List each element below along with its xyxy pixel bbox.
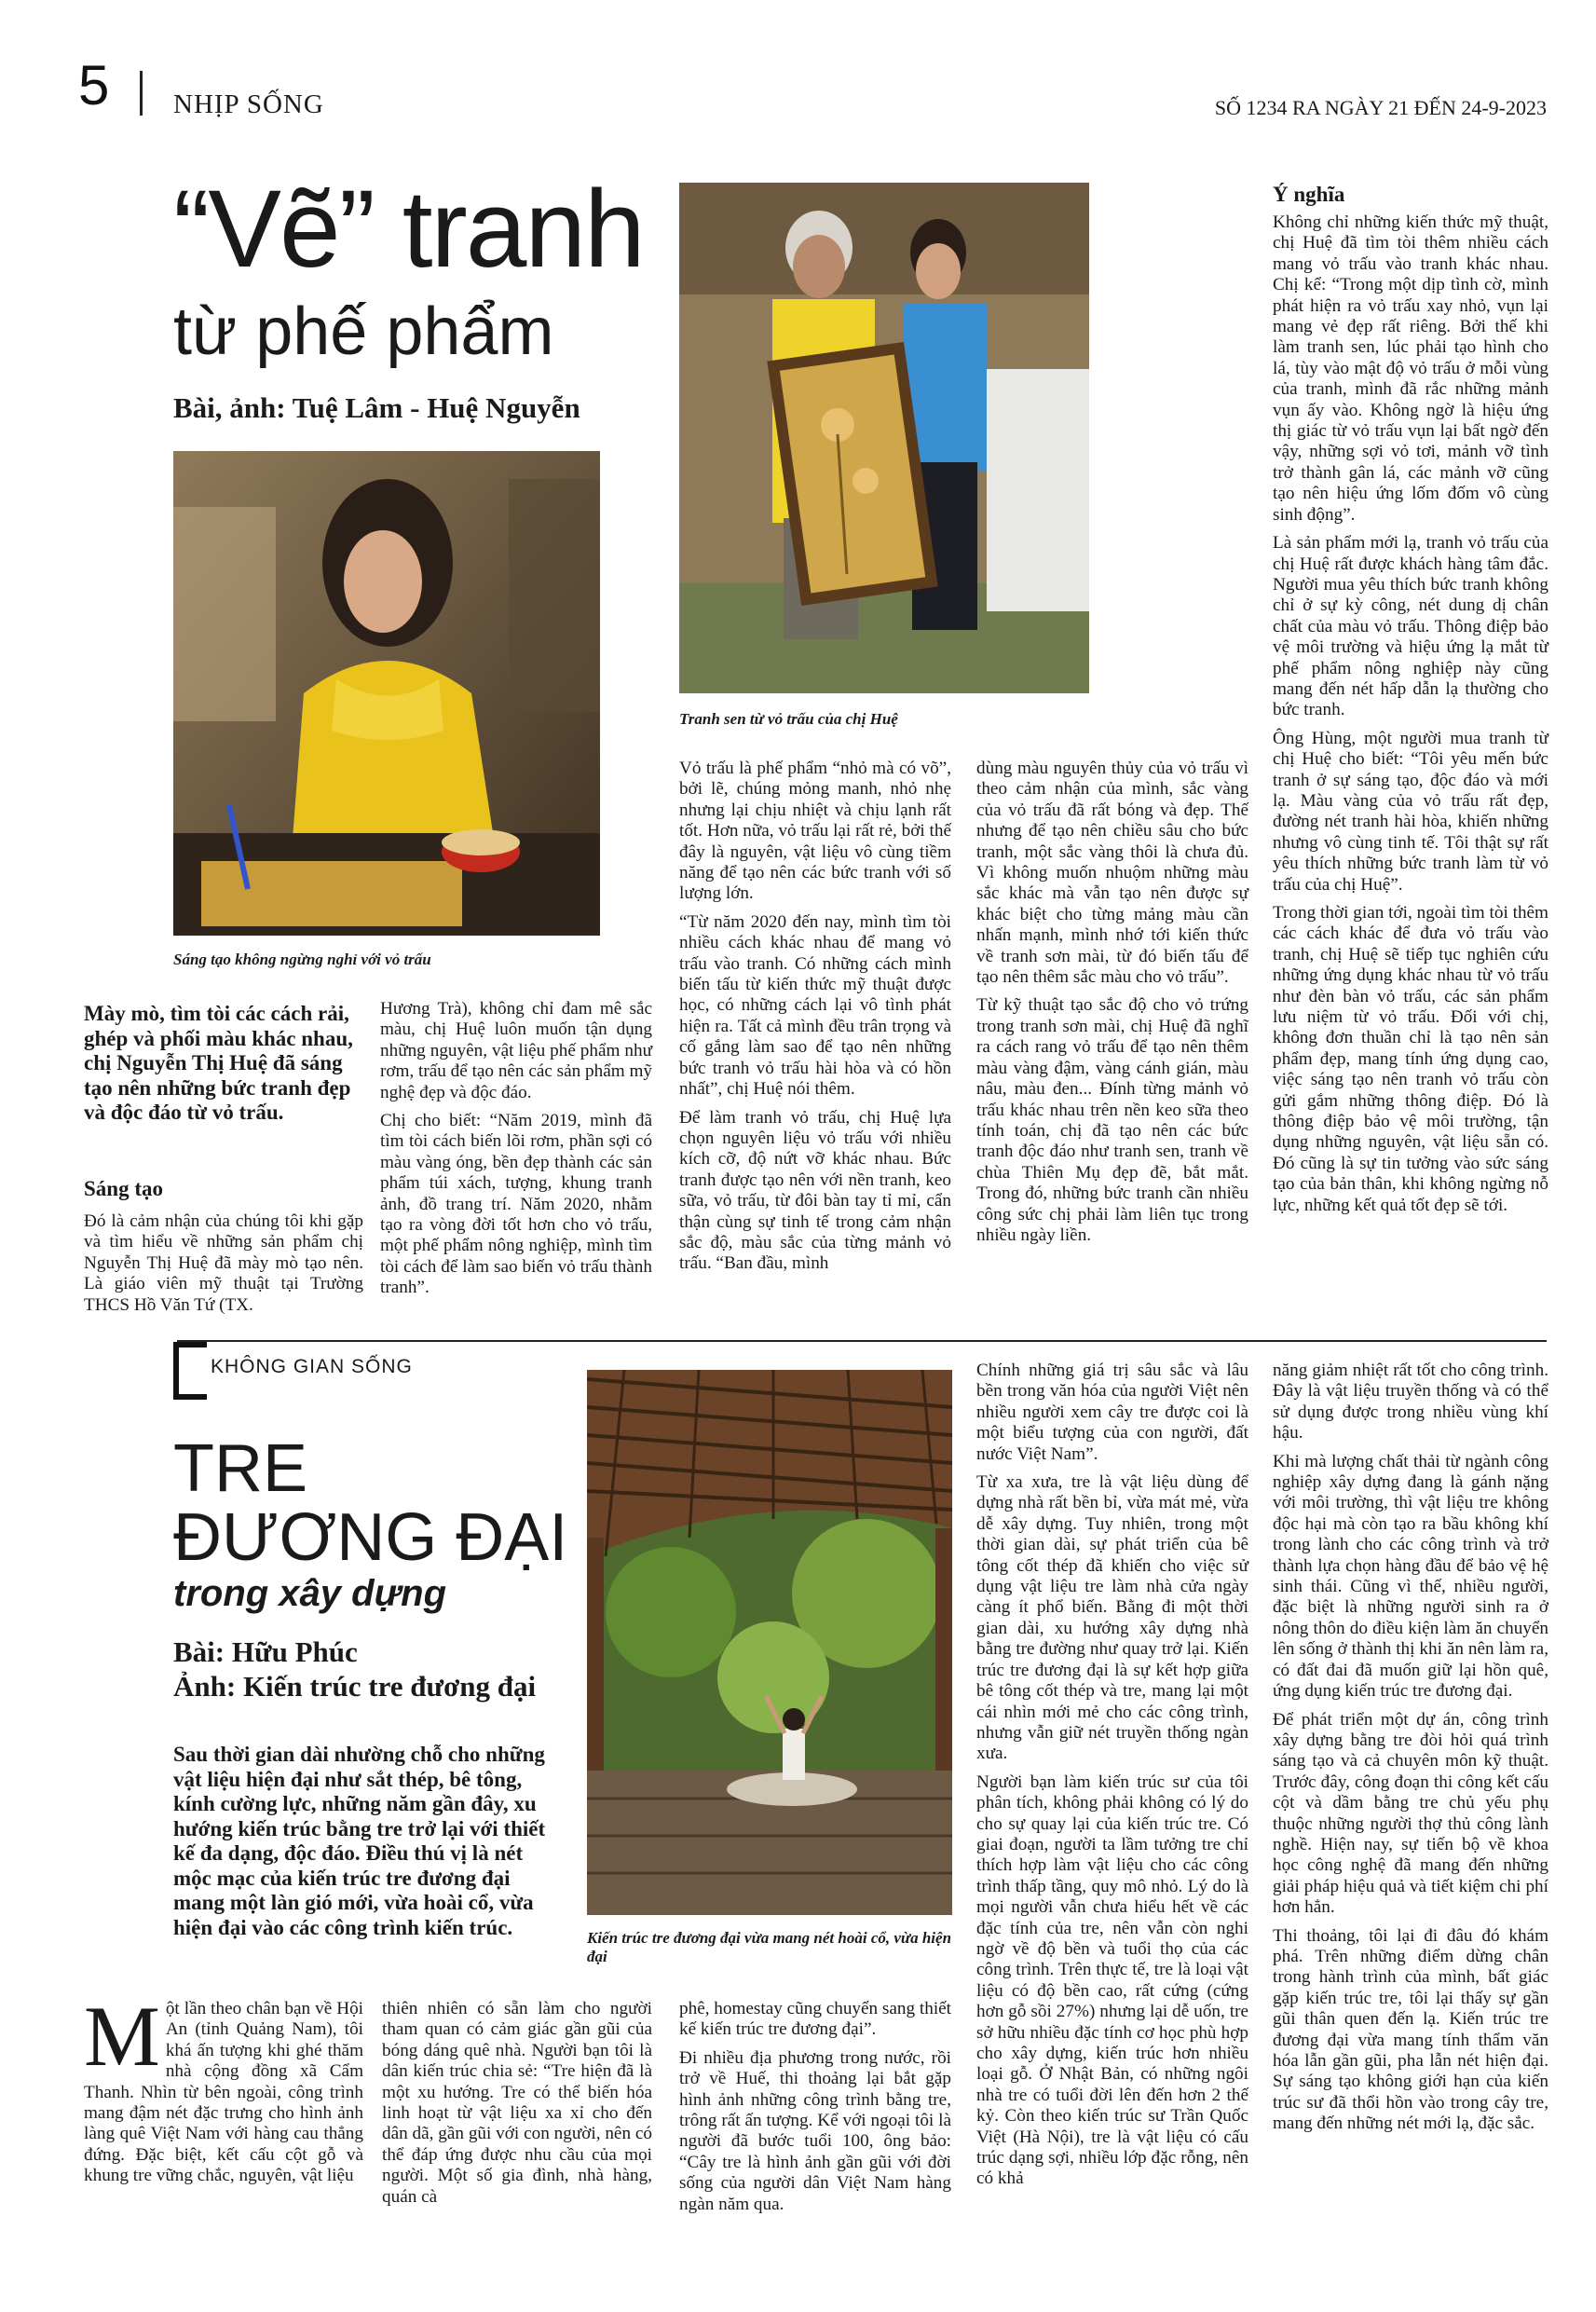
article1-col4-p2: Từ kỹ thuật tạo sắc độ cho vỏ trứng trong tranh sơn mài, chị Huệ đã nghĩ ra cách rang vỏ trấu để tạo nên thêm màu vàng đậm, vàng cánh gián, màu nâu, màu đen... Đính từng mảnh vỏ trấu khác nhau trên nền keo sữa theo tính toán, chị đã tạo nên các bức tranh độc đáo như tranh sen, tranh về chùa Thiên Mụ đẹp đẽ, bắt mắt. Trong đó, những bức tranh cần nhiều công sức chị phải làm liên tục trong nhiều ngày liền. [976, 995, 1248, 1245]
article1-col2-p2: Chị cho biết: “Năm 2019, mình đã tìm tòi cách biến lõi rơm, phần sợi có màu vàng óng, bền đẹp thành các sản phẩm túi xách, tượng, khung tranh ảnh, đồ trang trí. Năm 2020, nhằm tạo ra vòng đời tốt hơn cho vỏ trấu, một phế phẩm nông nghiệp, mình tìm tòi cách để làm sao biến vỏ trấu thành tranh”. [380, 1111, 652, 1298]
article1-lead: Mày mò, tìm tòi các cách rải, ghép và phối màu khác nhau, chị Nguyễn Thị Huệ đã sáng tạo nên những bức tranh đẹp và độc đáo từ vỏ trấu. [84, 1002, 353, 1124]
article1-col3 [679, 759, 951, 1282]
article2-col2-p1: thiên nhiên có sẵn làm cho người tham quan có cảm giác gần gũi của bóng dáng quê nhà. Người bạn tôi là dân kiến trúc chia sẻ: “Tre hiện đã là một xu hướng. Tre có thể biến hóa linh hoạt từ vật liệu xa xỉ cho đến dân dã, gần gũi với con người, nên có thể đáp ứng được nhu cầu của mọi người. Một số gia đình, nhà hàng, quán cà [382, 1999, 652, 2207]
article1-col1-p1: Đó là cảm nhận của chúng tôi khi gặp và tìm hiểu về những sản phẩm chị Nguyễn Thị Huệ đã mày mò tạo nên. Là giáo viên mỹ thuật tại Trường THCS Hồ Văn Tứ (TX. [84, 1211, 363, 1315]
section-rule [177, 1340, 1547, 1342]
article2-col3-p2: Đi nhiều địa phương trong nước, rồi trở về Huế, thi thoảng lại bắt gặp hình ảnh những công trình bằng tre, trông rất ấn tượng. Kể với ngoại tôi là người đã bước tuổi 100, ông bảo: “Cây tre là hình ảnh gần gũi với đời sống của người dân Việt Nam hàng ngàn năm qua. [679, 2047, 951, 2214]
article1-col3-p1: Vỏ trấu là phế phẩm “nhỏ mà có võ”, bởi lẽ, chúng mỏng manh, nhỏ nhẹ nhưng lại chịu nhiệt và chịu lạnh rất tốt. Hơn nữa, vỏ trấu lại rất rẻ, bởi thế đây là nguyên, vật liệu vô cùng tiềm năng để tạo nên các bức tranh với số lượng lớn. [679, 759, 951, 904]
photo1-caption: Sáng tạo không ngừng nghỉ với vỏ trấu [173, 951, 431, 968]
article2-col2 [382, 1999, 652, 2215]
article1-col4-p1: dùng màu nguyên thủy của vỏ trấu vì theo cảm nhận của mình, sắc vàng của vỏ trấu đã rất bóng và đẹp. Thế nhưng để tạo nên chiều sâu cho bức tranh, một sắc vàng thôi là chưa đủ. Vì không muốn nhuộm những màu sắc khác mà vẫn tạo nên được sự khác biệt cho từng mảng màu cần nhấn mạnh, mình nhớ tới kiến thức về tranh sơn mài, từ đó biến tấu để tạo nên thêm sắc màu cho vỏ trấu”. [976, 759, 1248, 988]
issue-info: SỐ 1234 RA NGÀY 21 ĐẾN 24-9-2023 [1214, 96, 1547, 119]
article2-col5-p1: năng giảm nhiệt rất tốt cho công trình. Đây là vật liệu truyền thống và có thể sử dụng được trong nhiều vùng khí hậu. [1273, 1361, 1548, 1443]
article1-col2-p1: Hương Trà), không chỉ đam mê sắc màu, chị Huệ luôn muốn tận dụng những nguyên, vật liệu phế phẩm như rơm, trấu để tạo nên các sản phẩm mỹ nghệ đẹp và độc đáo. [380, 999, 652, 1102]
article1-col3-p3: Để làm tranh vỏ trấu, chị Huệ lựa chọn nguyên liệu vỏ trấu với nhiều kích cỡ, độ nứt vỡ khác nhau. Bức tranh được tạo nên với nền tranh, keo sữa, vỏ trấu, từ đôi bàn tay tỉ mỉ, cẩn thận cùng sự tinh tế trong cảm nhận sắc độ, màu sắc của từng mảnh vỏ trấu. “Ban đầu, mình [679, 1107, 951, 1274]
article2-col1-p1: Một lần theo chân bạn về Hội An (tỉnh Quảng Nam), tôi khá ấn tượng khi ghé thăm nhà cộng đồng xã Cẩm Thanh. Nhìn từ bên ngoài, công trình mang đậm nét đặc trưng cho hình ảnh làng quê Việt Nam với hàng cau thẳng đứng. Đặc biệt, kết cấu cột gỗ và khung tre vững chắc, nguyên, vật liệu [84, 1989, 363, 2186]
article2-col5-p4: Thi thoảng, tôi lại đi đâu đó khám phá. Trên những điểm dừng chân trong hành trình của mình, bất giác gặp kiến trúc tre, tôi lại thấy sự gần gũi thân quen đến lạ. Kiến trúc tre đương đại vừa mang tính thẩm văn hóa lẫn gần gũi, pha lẫn nét hiện đại. Sự sáng tạo không giới hạn của kiến trúc sư đã thổi hồn vào trong cây tre, mang đến những nét mới lạ, đặc sắc. [1273, 1925, 1548, 2134]
article1-col5-p3: Ông Hùng, một người mua tranh từ chị Huệ cho biết: “Tôi yêu mến bức tranh ở sự sáng tạo, độc đáo và mới lạ. Màu vàng của vỏ trấu rất đẹp, đường nét tranh hài hòa, khiến những nhưng vô cùng tinh tế. Tôi thật sự rất yêu thích những bức tranh làm từ vỏ trấu của chị Huệ”. [1273, 728, 1548, 895]
article2-col3 [679, 1999, 951, 2223]
bamboo-architecture-illustration [587, 1370, 952, 1915]
article1-subhead-sang-tao: Sáng tạo [84, 1177, 163, 1200]
article2-col4 [976, 1361, 1248, 2197]
lotus-painting-illustration [679, 183, 1089, 693]
photo-bamboo-architecture [587, 1370, 952, 1915]
article1-col5-p2: Là sản phẩm mới lạ, tranh vỏ trấu của chị Huệ rất được khách hàng tâm đắc. Người mua yêu thích bức tranh không chỉ ở sự kỳ công, nét dung dị chân chất của màu vỏ trấu. Thông điệp bảo vệ môi trường và hiệu ứng lạ mắt từ phế phẩm nông nghiệp này cũng mang đến nét hấp dẫn lạ thường cho bức tranh. [1273, 533, 1548, 720]
article2-lead: Sau thời gian dài nhường chỗ cho những vật liệu hiện đại như sắt thép, bê tông, kính cường lực, những năm gần đây, xu hướng kiến trúc bằng tre trở lại với thiết kế đa dạng, độc đáo. Điều thú vị là nét mộc mạc của kiến trúc tre đương đại mang một làn gió mới, vừa hoài cổ, vừa hiện đại vào các công trình kiến trúc. [173, 1743, 546, 1939]
article2-col4-p3: Người bạn làm kiến trúc sư của tôi phân tích, không phải không có lý do cho sự quay lại của kiến trúc tre. Có giai đoạn, người ta lầm tưởng tre chỉ thích hợp làm vật liệu cho các công trình thấp tầng, quy mô nhỏ. Lý do là mọi người vẫn chưa hiểu hết về các đặc tính của tre, nên vẫn còn nghi ngờ về độ bền và tuổi thọ của các công trình. Trên thực tế, tre là loại vật liệu có độ bền cao, rất cứng (cứng hơn gỗ sồi 27%) nhưng lại dễ uốn, tre sở hữu nhiều đặc tính cơ học phù hợp cho xây dựng, kiến trúc hơn nhiều loại gỗ. Ở Nhật Bản, có những ngôi nhà tre có tuổi đời lên đến hơn 2 thế kỷ. Còn theo kiến trúc sư Trần Quốc Việt (Hà Nội), tre là vật liệu có cấu trúc dạng sợi, nhiều lớp đặc rỗng, nên có khả [976, 1772, 1248, 2189]
article2-byline1: Bài: Hữu Phúc [173, 1635, 358, 1668]
article2-col1 [84, 1989, 363, 2195]
photo2-caption: Tranh sen từ vỏ trấu của chị Huệ [679, 710, 898, 728]
article2-title-line2: ĐƯƠNG ĐẠI [173, 1500, 568, 1575]
article1-title-line2: từ phế phẩm [173, 294, 554, 369]
page-number: 5 [78, 54, 110, 116]
article2-col5-p2: Khi mà lượng chất thải từ ngành công nghiệp xây dựng đang là gánh nặng với môi trường, thì vật liệu tre không độc hại mà còn tạo ra bầu không khí trong lành cho các công trình và trở thành lựa chọn hàng đầu để bảo vệ hệ sinh thái. Cũng vì thế, nhiều người, đặc biệt là những người sinh ra ở nông thôn do điều kiện làm ăn chuyển lên sống ở thành thị khi ăn nên làm ra, có đất đai đã muốn giữ lại hồn quê, ứng dụng kiến trúc tre đương đại. [1273, 1451, 1548, 1702]
section-label: KHÔNG GIAN SỐNG [211, 1356, 413, 1377]
article2-col5-p3: Để phát triển một dự án, công trình xây dựng bằng tre đòi hỏi quá trình sáng tạo và cả chuyên môn kỹ thuật. Trước đây, công đoạn thi công kết cấu cột và dầm bằng tre chủ yếu phụ thuộc những người thợ thủ công lành nghề. Hiện nay, sự tiến bộ về khoa học công nghệ đã mang đến những giải pháp hiệu quả và tiết kiệm chi phí hơn hẳn. [1273, 1709, 1548, 1918]
article2-byline2: Ảnh: Kiến trúc tre đương đại [173, 1670, 537, 1703]
woman-crafting-illustration [173, 451, 600, 936]
article1-col5-p1: Không chỉ những kiến thức mỹ thuật, chị Huệ đã tìm tòi thêm nhiều cách mang vỏ trấu vào tranh khác nhau. Chị kể: “Trong một dịp tình cờ, mình phát hiện ra vỏ trấu xay nhỏ, vụn lại mang vẻ đẹp rất riêng. Bởi thế khi làm tranh sen, lúc phải tạo hình cho lá, tùy vào mật độ vỏ trấu ở mỗi vùng của tranh, mình đã rắc những mảnh vụn ấy vào. Không ngờ là hiệu ứng thị giác từ vỏ trấu vụn lại bất ngờ đến vậy, những sợi vỏ tơi, mảnh vỡ tình trở thành gân lá, các mảnh vỡ cũng tạo nên hiệu ứng lốm đốm vô cùng sinh động”. [1273, 212, 1548, 525]
article1-col3-p2: “Từ năm 2020 đến nay, mình tìm tòi nhiều cách khác nhau để mang vỏ trấu vào tranh. Có những cách mình biến tấu từ kiến thức mỹ thuật được học, có những cách lại vô tình phát hiện ra. Tất cả mình đều trân trọng và cố gắng làm sao để tạo nên những bức tranh vỏ trấu hài hòa và có hồn nhất”, chị Huệ nói thêm. [679, 911, 951, 1100]
article1-col1 [84, 1211, 363, 1323]
article2-photo-caption: Kiến trúc tre đương đại vừa mang nét hoài cổ, vừa hiện đại [587, 1929, 952, 1965]
article1-col2 [380, 999, 652, 1306]
article2-col4-p2: Từ xa xưa, tre là vật liệu dùng để dựng nhà rất bền bỉ, vừa mát mẻ, vừa dễ xây dựng. Tuy nhiên, trong một thời gian dài, sự phát triển của bê tông cốt thép đã khiến cho việc sử dụng vật liệu tre làm nhà cửa ngày càng ít phổ biến. Bằng đi một thời gian dài, xu hướng xây dựng nhà bằng tre đường như quay trở lại. Kiến trúc tre đương đại là sự kết hợp giữa bê tông cốt thép và tre, mang lại một cái nhìn mới mẻ cho các công trình, nhưng vẫn giữ nét truyền thống ngàn xưa. [976, 1472, 1248, 1764]
header-divider [140, 71, 143, 116]
photo-lotus-painting [679, 183, 1089, 693]
article1-col5 [1273, 212, 1548, 1224]
article2-title-line1: TRE [173, 1431, 307, 1506]
article2-col5 [1273, 1361, 1548, 2142]
article1-subhead-y-nghia: Ý nghĩa [1273, 183, 1345, 206]
article1-byline: Bài, ảnh: Tuệ Lâm - Huệ Nguyễn [173, 391, 580, 424]
article1-col4 [976, 759, 1248, 1253]
section-label-box [173, 1342, 207, 1400]
article1-title-line1: “Vẽ” tranh [173, 168, 644, 291]
article2-col3-p1: phê, homestay cũng chuyển sang thiết kế kiến trúc tre đương đại”. [679, 1999, 952, 2040]
article2-col4-p1: Chính những giá trị sâu sắc và lâu bền trong văn hóa của người Việt nên nhiều người xem cây tre được coi là một biểu tượng của con người, đất nước Việt Nam”. [976, 1361, 1248, 1464]
article2-title-line3: trong xây dựng [173, 1573, 447, 1614]
photo-woman-crafting [173, 451, 600, 936]
section-name: NHỊP SỐNG [173, 89, 324, 119]
article1-col5-p4: Trong thời gian tới, ngoài tìm tòi thêm các cách khác để đưa vỏ trấu vào tranh, chị Huệ sẽ tiếp tục nghiên cứu những ứng dụng khác nhau từ vỏ trấu như đèn bàn vỏ trấu, các sản phẩm lưu niệm từ vỏ trấu. Đối với chị, không đơn thuần chỉ là tạo nên sản phẩm đẹp, mang tính ứng dụng cao, việc sáng tạo nên tranh vỏ trấu còn gửi gắm những thông điệp. Đó là thông điệp bảo vệ môi trường, tận dụng những nguyên, vật liệu sẵn có. Đó cũng là sự tin tưởng vào sức sáng tạo của bản thân, khi không ngừng nỗ lực, những kết quả tốt đẹp sẽ tới. [1273, 903, 1548, 1215]
